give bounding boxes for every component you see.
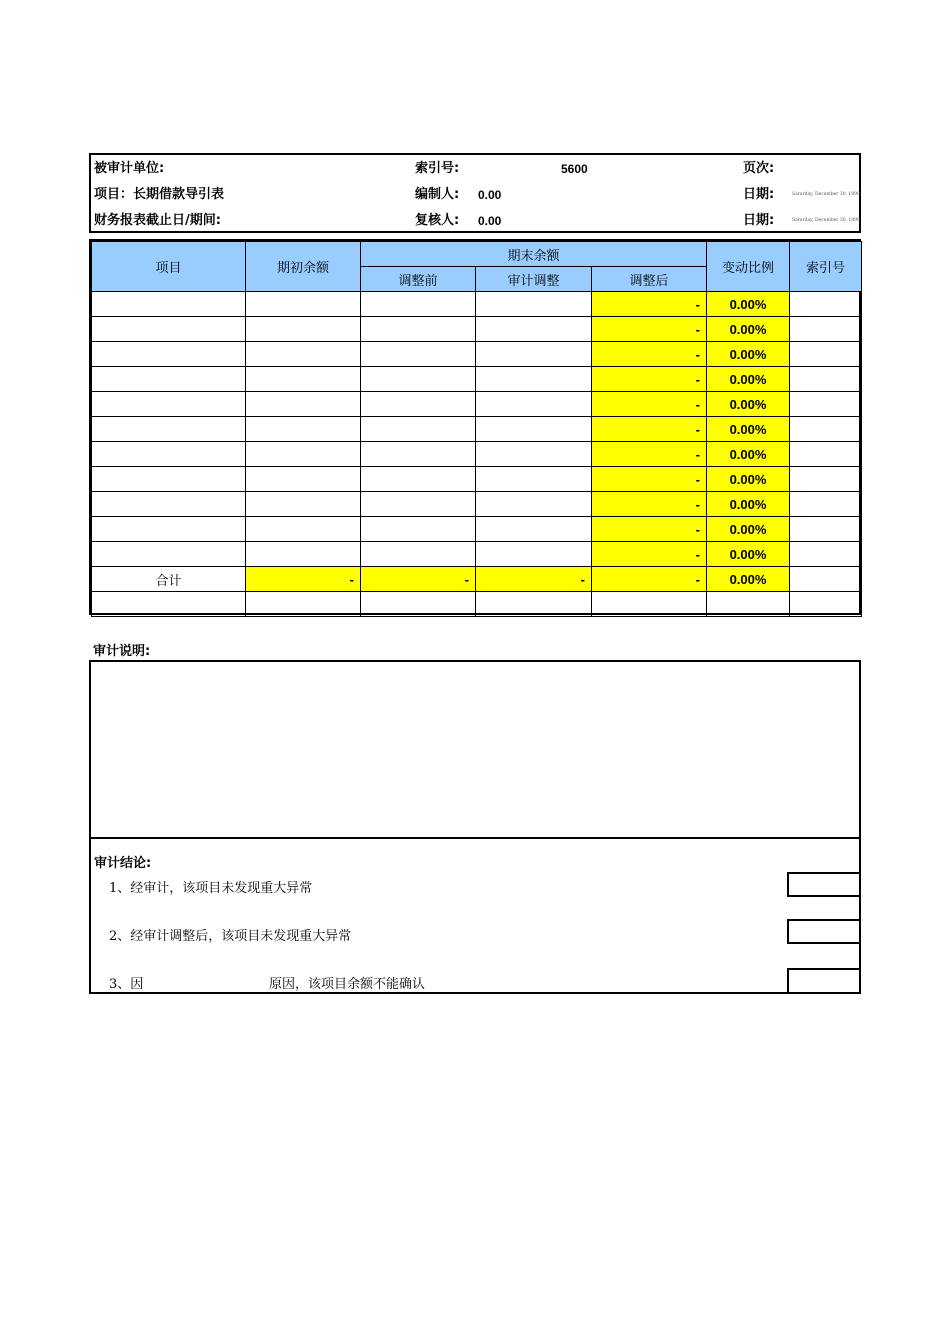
- cell-change-ratio[interactable]: 0.00%: [707, 292, 790, 317]
- preparer-label: 编制人:: [415, 187, 460, 202]
- cell-change-ratio[interactable]: 0.00%: [707, 417, 790, 442]
- table-row: [92, 517, 862, 542]
- cell-item[interactable]: [92, 317, 246, 342]
- cell-index[interactable]: [790, 417, 862, 442]
- cell-index[interactable]: [790, 542, 862, 567]
- cell-before-adjustment[interactable]: [361, 467, 476, 492]
- total-label: 合计: [92, 567, 246, 592]
- empty-row: [92, 592, 862, 617]
- cell-opening[interactable]: [246, 392, 361, 417]
- cell-item[interactable]: [92, 517, 246, 542]
- date-value-1: Saturday, December 30, 1899: [792, 192, 860, 197]
- lead-schedule-grid: [91, 241, 862, 617]
- header-item: 项目: [92, 242, 246, 292]
- cell-after-adjustment[interactable]: -: [592, 392, 707, 417]
- cell-audit-adjustment[interactable]: [476, 392, 592, 417]
- header-index: 索引号: [790, 242, 862, 292]
- cell-before-adjustment[interactable]: [361, 342, 476, 367]
- cell-after-adjustment[interactable]: -: [592, 467, 707, 492]
- cell-audit-adjustment[interactable]: [476, 467, 592, 492]
- index-label: 索引号:: [415, 161, 460, 176]
- cell-index[interactable]: [790, 342, 862, 367]
- cell-index[interactable]: [790, 367, 862, 392]
- cell-after-adjustment[interactable]: -: [592, 342, 707, 367]
- table-row: [92, 292, 862, 317]
- date-label-1: 日期:: [743, 187, 775, 202]
- cell-opening[interactable]: [246, 542, 361, 567]
- conclusion-option-3-prefix: 3、因: [109, 977, 144, 992]
- cell-before-adjustment[interactable]: [361, 367, 476, 392]
- cell-audit-adjustment[interactable]: [476, 542, 592, 567]
- header-after-adjustment: 调整后: [592, 267, 707, 292]
- cell-audit-adjustment[interactable]: [476, 442, 592, 467]
- table-row: [92, 467, 862, 492]
- cell-opening[interactable]: [246, 342, 361, 367]
- reviewer-value: 0.00: [478, 214, 502, 228]
- cell-after-adjustment[interactable]: -: [592, 442, 707, 467]
- cell-change-ratio[interactable]: 0.00%: [707, 542, 790, 567]
- lead-schedule-table: [89, 239, 861, 615]
- empty-cell[interactable]: [476, 592, 592, 617]
- table-row: [92, 417, 862, 442]
- empty-cell[interactable]: [361, 592, 476, 617]
- cell-change-ratio[interactable]: 0.00%: [707, 392, 790, 417]
- conclusion-1-checkbox[interactable]: [787, 872, 861, 897]
- cell-opening[interactable]: [246, 442, 361, 467]
- cell-item[interactable]: [92, 392, 246, 417]
- cell-audit-adjustment[interactable]: [476, 417, 592, 442]
- table-row: [92, 542, 862, 567]
- preparer-value: 0.00: [478, 188, 502, 202]
- cell-index[interactable]: [790, 317, 862, 342]
- header-closing-balance: 期末余额: [361, 242, 707, 267]
- cell-audit-adjustment[interactable]: [476, 342, 592, 367]
- cell-audit-adjustment[interactable]: [476, 517, 592, 542]
- total-change-ratio[interactable]: 0.00%: [707, 567, 790, 592]
- cell-before-adjustment[interactable]: [361, 417, 476, 442]
- reviewer-label: 复核人:: [415, 213, 460, 228]
- period-label: 财务报表截止日/期间:: [94, 213, 221, 228]
- date-label-2: 日期:: [743, 213, 775, 228]
- cell-index[interactable]: [790, 467, 862, 492]
- audit-explanation-area[interactable]: [91, 662, 859, 837]
- conclusion-option-2: 2、经审计调整后，该项目未发现重大异常: [109, 929, 352, 944]
- total-row: [92, 567, 862, 592]
- cell-opening[interactable]: [246, 317, 361, 342]
- cell-audit-adjustment[interactable]: [476, 292, 592, 317]
- cell-after-adjustment[interactable]: -: [592, 292, 707, 317]
- cell-after-adjustment[interactable]: -: [592, 417, 707, 442]
- table-row: [92, 367, 862, 392]
- notes-divider: [91, 837, 859, 839]
- cell-audit-adjustment[interactable]: [476, 367, 592, 392]
- cell-item[interactable]: [92, 442, 246, 467]
- cell-after-adjustment[interactable]: -: [592, 517, 707, 542]
- conclusion-option-1: 1、经审计，该项目未发现重大异常: [109, 881, 313, 896]
- cell-opening[interactable]: [246, 492, 361, 517]
- cell-item[interactable]: [92, 417, 246, 442]
- item-title: 项目：长期借款导引表: [94, 187, 225, 202]
- cell-before-adjustment[interactable]: [361, 392, 476, 417]
- cell-item[interactable]: [92, 492, 246, 517]
- cell-item[interactable]: [92, 342, 246, 367]
- total-audit-adjustment[interactable]: -: [476, 567, 592, 592]
- conclusion-option-3-suffix: 原因，该项目余额不能确认: [269, 977, 426, 992]
- table-row: [92, 442, 862, 467]
- table-row: [92, 317, 862, 342]
- table-row: [92, 342, 862, 367]
- cell-change-ratio[interactable]: 0.00%: [707, 442, 790, 467]
- cell-before-adjustment[interactable]: [361, 492, 476, 517]
- cell-change-ratio[interactable]: 0.00%: [707, 517, 790, 542]
- conclusion-2-checkbox[interactable]: [787, 919, 861, 944]
- index-value: 5600: [561, 162, 588, 176]
- table-row: [92, 492, 862, 517]
- audit-explanation-label: 审计说明:: [93, 644, 151, 659]
- cell-before-adjustment[interactable]: [361, 317, 476, 342]
- cell-opening[interactable]: [246, 367, 361, 392]
- header-info-box: [89, 153, 861, 233]
- total-opening[interactable]: -: [246, 567, 361, 592]
- audited-unit-label: 被审计单位:: [94, 161, 165, 176]
- empty-cell[interactable]: [592, 592, 707, 617]
- cell-audit-adjustment[interactable]: [476, 317, 592, 342]
- cell-opening[interactable]: [246, 467, 361, 492]
- cell-item[interactable]: [92, 542, 246, 567]
- cell-after-adjustment[interactable]: -: [592, 317, 707, 342]
- cell-index[interactable]: [790, 392, 862, 417]
- date-value-2: Saturday, December 30, 1899: [792, 218, 860, 223]
- cell-opening[interactable]: [246, 517, 361, 542]
- cell-before-adjustment[interactable]: [361, 442, 476, 467]
- cell-before-adjustment[interactable]: [361, 292, 476, 317]
- cell-index[interactable]: [790, 517, 862, 542]
- header-change-ratio: 变动比例: [707, 242, 790, 292]
- total-before-adjustment[interactable]: -: [361, 567, 476, 592]
- table-row: [92, 392, 862, 417]
- cell-opening[interactable]: [246, 292, 361, 317]
- cell-item[interactable]: [92, 292, 246, 317]
- cell-item[interactable]: [92, 467, 246, 492]
- cell-after-adjustment[interactable]: -: [592, 367, 707, 392]
- cell-index[interactable]: [790, 442, 862, 467]
- audit-conclusion-label: 审计结论:: [94, 856, 152, 871]
- header-opening-balance: 期初余额: [246, 242, 361, 292]
- header-before-adjustment: 调整前: [361, 267, 476, 292]
- empty-cell[interactable]: [246, 592, 361, 617]
- cell-before-adjustment[interactable]: [361, 542, 476, 567]
- empty-cell[interactable]: [92, 592, 246, 617]
- cell-opening[interactable]: [246, 417, 361, 442]
- cell-change-ratio[interactable]: 0.00%: [707, 467, 790, 492]
- empty-cell[interactable]: [707, 592, 790, 617]
- cell-after-adjustment[interactable]: -: [592, 542, 707, 567]
- header-audit-adjustment: 审计调整: [476, 267, 592, 292]
- cell-change-ratio[interactable]: 0.00%: [707, 317, 790, 342]
- cell-change-ratio[interactable]: 0.00%: [707, 342, 790, 367]
- cell-before-adjustment[interactable]: [361, 517, 476, 542]
- cell-after-adjustment[interactable]: -: [592, 492, 707, 517]
- cell-audit-adjustment[interactable]: [476, 492, 592, 517]
- total-after-adjustment[interactable]: -: [592, 567, 707, 592]
- total-index[interactable]: [790, 567, 862, 592]
- audit-notes-box: [89, 660, 861, 994]
- page-label: 页次:: [743, 161, 775, 176]
- cell-index[interactable]: [790, 292, 862, 317]
- cell-change-ratio[interactable]: 0.00%: [707, 492, 790, 517]
- cell-index[interactable]: [790, 492, 862, 517]
- cell-change-ratio[interactable]: 0.00%: [707, 367, 790, 392]
- empty-cell[interactable]: [790, 592, 862, 617]
- conclusion-3-checkbox[interactable]: [787, 968, 861, 992]
- cell-item[interactable]: [92, 367, 246, 392]
